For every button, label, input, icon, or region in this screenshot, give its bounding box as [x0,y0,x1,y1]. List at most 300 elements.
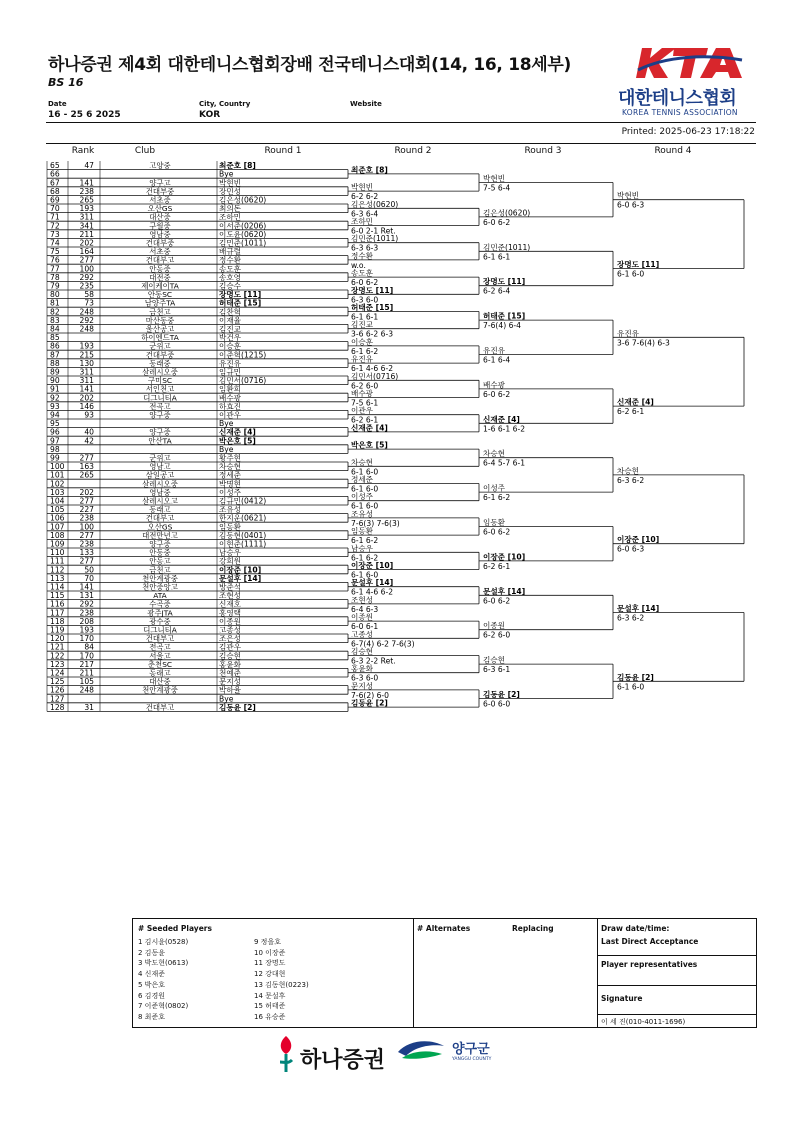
last-direct-label: Last Direct Acceptance [601,937,699,946]
r1-player-name: 강희원 [219,556,242,566]
r1-position: 66 [50,169,60,179]
seeded-player-entry: 15 허태준 [254,1002,286,1011]
r2-player-name: 조유성 [351,509,374,519]
r1-rank: 164 [79,247,94,257]
r1-rank: 141 [79,582,94,592]
r1-club: 건대부고 [145,513,175,523]
r1-player-name: 김민준(1011) [219,238,267,248]
r1-position: 72 [50,221,60,231]
r1-club: 삼일공고 [145,470,175,480]
r1-player-name: 이서준(0206) [219,221,267,231]
r3-score: 6-1 6-2 [483,493,511,503]
r1-rank: 265 [79,470,94,480]
r1-position: 118 [50,616,65,626]
r1-position: 103 [50,487,65,497]
r1-position: 86 [50,341,60,351]
r1-rank: 227 [79,505,94,515]
r1-rank: 193 [79,204,94,214]
r2-player-name: 유진유 [351,354,374,364]
r1-player-name: 이장준 [10] [219,565,262,575]
r1-club: 건대부고 [145,702,175,712]
website-label: Website [350,100,382,108]
r1-position: 111 [50,556,65,566]
r1-position: 67 [50,178,60,188]
r1-club: 전곡고 [149,642,171,652]
r1-player-name: 황주현 [219,453,242,463]
r1-club: 군위고 [149,453,171,463]
r3-score: 7-5 6-4 [483,183,511,193]
r1-rank: 277 [79,496,94,506]
r3-score: 6-2 6-4 [483,286,511,296]
r1-rank: 235 [79,281,94,291]
r1-position: 113 [50,573,65,583]
r1-rank: 84 [84,642,94,652]
r4-score: 6-0 6-3 [617,544,645,554]
r1-position: 125 [50,677,65,687]
r4-player-name: 유진유 [617,328,640,338]
r1-player-name: 박현빈 [219,178,242,188]
r2-score: 6-7(4) 6-2 7-6(3) [351,639,415,649]
r4-score: 6-1 6-0 [617,682,645,692]
r1-rank: 311 [79,367,94,377]
r2-player-name: 임동환 [351,526,374,536]
r2-player-name: 장명도 [11] [351,285,394,295]
r1-player-name: 문지성 [219,677,242,687]
r1-club: 건대부고 [145,634,175,644]
r1-rank: 215 [79,350,94,360]
r3-player-name: 유진유 [483,346,506,355]
r1-club: 대전만년고 [142,530,178,540]
r2-player-name: 김민준(1011) [351,234,399,244]
r1-rank: 202 [79,238,94,248]
r1-player-name: 조은성 [219,634,242,644]
r3-player-name: 김은성(0620) [483,208,531,218]
r3-score: 6-0 6-2 [483,596,511,606]
r1-club: 디그니티A [143,393,177,403]
r1-rank: 47 [84,161,94,171]
r3-score: 6-0 6-2 [483,217,511,227]
r1-player-name: 이종원 [219,616,242,626]
r1-position: 76 [50,255,60,265]
seeded-player-entry: 11 장명도 [254,959,286,968]
r1-club: ATA [153,591,167,601]
r1-rank: 50 [84,565,94,575]
r2-score: w.o. [351,260,366,270]
r2-player-name: 이성주 [351,492,374,502]
r1-position: 97 [50,436,60,446]
r2-player-name: 김민서(0716) [351,371,399,381]
r2-score: 6-1 6-1 [351,312,379,322]
r4-player-name: 김동윤 [2] [617,672,654,682]
r2-score: 6-2 6-0 [351,381,379,391]
r3-player-name: 문설후 [14] [483,586,526,596]
r1-player-name: 고종성 [219,625,242,635]
r1-player-name: Bye [219,419,234,429]
r1-player-name: 이관우 [219,410,242,420]
r1-player-name: 장명도 [11] [219,290,262,300]
r3-score: 6-2 6-1 [483,561,511,571]
r1-rank: 292 [79,599,94,609]
r1-player-name: 이재율 [219,315,242,325]
seeded-player-entry: 7 이준혁(0802) [138,1002,189,1011]
r2-player-name: 최준호 [8] [351,165,388,175]
r1-club: 디그니티A [143,625,177,635]
r2-score: 6-2 6-1 [351,415,379,425]
r4-score: 6-3 6-2 [617,613,645,623]
r2-player-name: 고종성 [351,629,374,639]
r1-rank: 211 [79,229,94,239]
r1-rank: 202 [79,393,94,403]
r1-rank: 42 [84,436,94,446]
r2-player-name: 김은성(0620) [351,199,399,209]
r3-player-name: 김민준(1011) [483,242,531,252]
r3-score: 6-0 6-0 [483,699,511,709]
r2-player-name: 이장준 [10] [351,561,394,570]
r1-club: 울산공고 [145,324,175,334]
r1-player-name: 최준호 [8] [219,161,256,171]
r1-club: 춘천SC [147,659,173,669]
r1-rank: 292 [79,315,94,325]
r1-position: 120 [50,634,65,644]
r1-position: 96 [50,427,60,437]
seeded-player-entry: 3 박도현(0613) [138,959,189,968]
r2-score: 6-1 6-0 [351,501,379,511]
r2-player-name: 허태준 [15] [351,303,394,312]
hana-sponsor-text: 하나증권 [300,1048,386,1073]
footer-box [132,918,757,1028]
r3-player-name: 박현빈 [483,174,506,183]
r2-score: 6-0 2-1 Ret. [351,226,396,236]
seeded-player-entry: 8 최준호 [138,1012,165,1021]
r1-rank: 40 [84,427,94,437]
r1-position: 122 [50,651,65,661]
r3-player-name: 김동윤 [2] [483,690,520,699]
r1-player-name: 하효진 [219,401,242,411]
r1-rank: 211 [79,668,94,678]
r1-position: 91 [50,384,60,394]
r1-club: 오산GS [147,522,173,532]
r2-score: 3-6 6-2 6-3 [351,329,394,339]
r4-player-name: 문설후 [14] [617,604,660,613]
r1-club: 구월중 [149,221,171,231]
r1-player-name: 정수환 [219,255,242,265]
r1-player-name: 김관우 [219,642,242,652]
r1-club: 광수중 [149,616,171,626]
kta-logo-subtext: KOREA TENNIS ASSOCIATION [622,108,738,117]
r4-player-name: 장명도 [11] [617,260,660,269]
r1-rank: 265 [79,195,94,205]
yanggu-sponsor-logo [396,1036,491,1064]
r2-score: 7-5 6-1 [351,398,379,408]
r1-player-name: 김동윤 [2] [219,702,256,712]
r1-club: 건대부중 [145,238,175,248]
r1-position: 73 [50,229,60,239]
r1-rank: 146 [79,401,94,411]
r1-player-name: 김민서(0716) [219,376,267,386]
r1-position: 108 [50,530,65,540]
r1-player-name: 이준혁(1215) [219,350,267,360]
r1-club: 살레시오중 [142,479,178,489]
r2-player-name: 신재준 [4] [351,423,388,433]
r1-player-name: 송도훈 [219,264,242,274]
r1-rank: 170 [79,634,94,644]
r1-player-name: 김규민(0412) [219,496,267,506]
city-value: KOR [199,110,221,120]
r1-rank: 70 [84,573,94,583]
r2-player-name: 이종원 [351,612,374,622]
r1-player-name: 홍영택 [219,608,242,618]
r1-rank: 277 [79,556,94,566]
r2-player-name: 홍윤화 [351,664,374,674]
r3-score: 6-2 6-0 [483,630,511,640]
r1-rank: 248 [79,324,94,334]
r1-club: 동래고 [149,505,171,515]
printed-timestamp: Printed: 2025-06-23 17:18:22 [621,127,755,137]
r1-club: 구미SC [147,376,173,386]
r1-position: 84 [50,324,60,334]
r1-position: 116 [50,599,65,609]
r1-club: 금천고 [149,307,171,317]
r2-player-name: 정수환 [351,251,374,261]
r1-player-name: 최의돈 [219,204,242,214]
r2-score: 6-1 6-0 [351,570,379,580]
seeded-player-entry: 16 유승준 [254,1012,286,1021]
r1-club: 고양중 [149,161,171,171]
r1-club: 마산동중 [145,315,175,325]
r1-player-name: 홍윤화 [219,659,242,669]
r1-player-name: 김승현 [219,651,242,661]
r2-score: 6-1 6-2 [351,346,379,356]
r1-player-name: 김승수 [219,281,242,291]
r2-player-name: 배수광 [351,389,374,398]
r1-club: 건대부고 [145,255,175,265]
r1-rank: 311 [79,212,94,222]
r1-player-name: 김찬혁 [219,307,242,317]
r1-club: 대전중 [149,272,171,282]
r3-player-name: 임동환 [483,518,506,527]
r2-score: 6-0 6-2 [351,278,379,288]
hana-sponsor-logo [276,1034,385,1074]
r1-position: 80 [50,290,60,300]
r1-position: 79 [50,281,60,291]
r2-score: 7-6(2) 6-0 [351,690,389,700]
r2-player-name: 문설후 [14] [351,578,394,588]
seeded-player-entry: 10 이장준 [254,948,286,957]
yanggu-sponsor-text: 양구군 [452,1042,490,1057]
r2-score: 6-3 6-4 [351,209,379,219]
seeded-player-entry: 9 정을호 [254,938,281,946]
r1-club: 천안계광중 [142,685,178,695]
col-header-round3: Round 3 [524,146,562,156]
r1-rank: 202 [79,487,94,497]
r1-position: 95 [50,419,60,429]
player-reps-label: Player representatives [601,960,698,969]
r1-player-name: 임동환 [219,522,242,532]
r1-position: 102 [50,479,65,489]
r3-player-name: 차승현 [483,449,506,459]
r1-club: 양구고 [149,178,171,188]
r1-position: 104 [50,496,65,506]
seeded-players-title: # Seeded Players [138,924,212,933]
r2-player-name: 정세준 [351,475,374,484]
r1-player-name: 조현성 [219,591,242,601]
r1-player-name: 이성주 [219,487,242,497]
r1-club: 천안계광중 [142,573,178,583]
draw-subtitle: BS 16 [48,76,84,89]
r1-player-name: 이현준(1111) [219,539,267,549]
r1-club: 양구중 [149,410,171,420]
draw-date-label: Draw date/time: [601,924,670,933]
r1-club: 서인천고 [145,384,175,394]
r3-score: 1-6 6-1 6-2 [483,424,526,434]
r4-player-name: 차승현 [617,466,640,476]
r1-rank: 238 [79,608,94,618]
r1-position: 127 [50,694,65,704]
r1-rank: 93 [84,410,94,420]
r1-rank: 248 [79,685,94,695]
r1-player-name: 정세준 [219,470,242,480]
r2-score: 6-1 6-2 [351,553,379,563]
r4-score: 6-2 6-1 [617,407,645,417]
r1-position: 109 [50,539,65,549]
r1-club: 광주JTA [147,608,173,618]
r1-rank: 292 [79,272,94,282]
r1-position: 87 [50,350,60,360]
r1-club: 대산중 [149,677,171,687]
r1-position: 126 [50,685,65,695]
r1-player-name: 임규민 [219,367,242,377]
r1-club: 군위고 [149,341,171,351]
r1-rank: 58 [84,290,94,300]
r2-player-name: 차승현 [351,457,374,467]
r1-rank: 341 [79,221,94,231]
r3-score: 6-1 6-4 [483,355,511,365]
r1-rank: 311 [79,376,94,386]
r1-rank: 277 [79,530,94,540]
r2-score: 6-4 6-3 [351,604,379,614]
r1-rank: 141 [79,178,94,188]
r4-player-name: 박현빈 [617,191,640,201]
r1-position: 115 [50,591,65,601]
r1-player-name: Bye [219,169,234,179]
kta-logo-text: 대한테니스협회 [618,88,737,109]
r3-score: 6-1 6-1 [483,252,511,262]
seeded-player-entry: 2 김동윤 [138,948,165,957]
r2-player-name: 조현성 [351,595,374,605]
r1-position: 81 [50,298,60,308]
r1-club: 서울고 [149,651,171,661]
r1-player-name: 차승현 [219,462,242,472]
r3-score: 6-0 6-2 [483,527,511,537]
r1-club: 제이케이TA [141,281,179,291]
r1-rank: 208 [79,616,94,626]
r1-position: 107 [50,522,65,532]
r3-score: 6-3 6-1 [483,665,511,675]
r1-position: 70 [50,204,60,214]
r1-position: 75 [50,247,60,257]
r1-player-name: Bye [219,444,234,454]
col-header-rank: Rank [71,146,95,156]
r1-player-name: 신재호 [219,599,242,609]
r3-player-name: 허태준 [15] [483,311,526,321]
r1-position: 112 [50,565,65,575]
r1-player-name: 박은호 [5] [219,436,256,446]
r1-player-name: 방준석 [219,582,242,592]
r1-position: 88 [50,358,60,368]
r1-position: 69 [50,195,60,205]
r1-club: 대산중 [149,212,171,222]
r1-club: 영남중 [149,229,171,239]
r3-player-name: 이성주 [483,483,506,493]
yanggu-emblem-icon [396,1036,446,1064]
r2-score: 6-0 6-1 [351,622,379,632]
r1-position: 89 [50,367,60,377]
r1-club: 안동중 [149,548,171,558]
r1-player-name: 김은성(0620) [219,195,267,205]
seeded-player-entry: 6 김경원 [138,991,165,1000]
r2-score: 6-1 6-0 [351,467,379,477]
r1-position: 94 [50,410,60,420]
r2-score: 6-1 6-0 [351,484,379,494]
r1-player-name: 박건우 [219,333,242,343]
r2-player-name: 이승훈 [351,337,374,347]
seeded-player-entry: 4 신재준 [138,970,165,979]
r4-player-name: 이장준 [10] [617,535,660,545]
r1-rank: 217 [79,659,94,669]
r1-player-name: 조유성 [219,505,242,515]
r2-player-name: 이관우 [351,406,374,416]
r1-position: 110 [50,548,65,558]
r1-rank: 277 [79,453,94,463]
r2-player-name: 문지성 [351,681,374,691]
r1-rank: 133 [79,548,94,558]
r1-rank: 193 [79,625,94,635]
r1-rank: 248 [79,307,94,317]
r1-club: 안산TA [148,436,172,446]
r1-position: 100 [50,462,65,472]
r1-position: 85 [50,333,60,343]
col-header-round1: Round 1 [264,146,302,156]
r1-rank: 277 [79,255,94,265]
r1-rank: 105 [79,677,94,687]
r1-position: 77 [50,264,60,274]
r3-score: 6-0 6-2 [483,389,511,399]
r2-score: 6-1 4-6 6-2 [351,364,394,374]
r1-player-name: 조하민 [219,212,242,222]
city-label: City, Country [199,100,251,108]
r1-player-name: 허태준 [15] [219,298,262,308]
r1-club: 서초중 [149,247,171,257]
r1-rank: 141 [79,384,94,394]
r1-rank: 238 [79,186,94,196]
r1-player-name: 천예준 [219,668,242,678]
r2-player-name: 박은호 [5] [351,440,388,450]
r1-player-name: 김진교 [219,324,242,334]
r1-rank: 31 [84,702,94,712]
tournament-title: 하나증권 제4회 대한테니스협회장배 전국테니스대회(14, 16, 18세부) [48,55,571,75]
r1-club: 양구중 [149,427,171,437]
r1-player-name: 배수광 [219,393,242,403]
seeded-player-entry: 12 강대현 [254,970,286,979]
r2-player-name: 송도훈 [351,268,374,278]
seeded-player-entry: 5 박은호 [138,980,165,989]
r1-club: 건대부중 [145,350,175,360]
r1-club: 살레시오중 [142,367,178,377]
r1-rank: 100 [79,522,94,532]
signature-value: 이 세 진(010-4011-1696) [601,1018,686,1026]
r1-club: 금천고 [149,565,171,575]
r1-rank: 193 [79,341,94,351]
